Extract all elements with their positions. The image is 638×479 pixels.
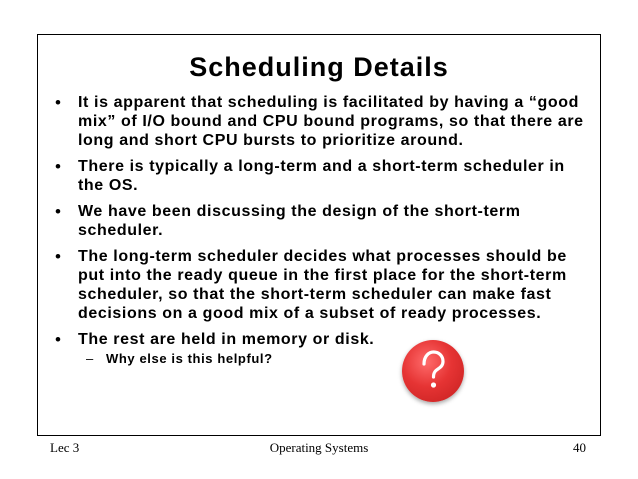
footer-lecture: Lec 3 [50, 440, 80, 455]
sub-bullet-item [50, 351, 590, 367]
bullet-item [50, 330, 590, 349]
slide-title: Scheduling Details [189, 52, 449, 82]
question-mark-icon[interactable] [402, 340, 464, 402]
bullet-item [50, 157, 590, 195]
bullet-item [50, 93, 590, 150]
bullet-text: There is typically a long-term and a short-term scheduler in the OS. [78, 158, 565, 194]
bullet-text: It is apparent that scheduling is facilitated by having a “good mix” of I/O bound and CPU bound programs, so that there are long and short CPU bursts to prioritize around. [78, 94, 584, 149]
bullet-marker: • [55, 157, 62, 176]
question-mark-glyph [402, 340, 464, 402]
footer-page-number: 40 [573, 440, 586, 455]
bullet-marker: • [55, 247, 62, 266]
bullet-text: The long-term scheduler decides what processes should be put into the ready queue in the first place for the short-term scheduler, so that the short-term scheduler can make fast decisions on a good mix of a subset of ready processes. [78, 248, 567, 322]
bullet-marker: • [55, 202, 62, 221]
footer-course: Operating Systems [269, 440, 369, 455]
bullet-item [50, 202, 590, 240]
bullet-text: We have been discussing the design of the short-term scheduler. [78, 203, 521, 239]
bullet-list [50, 93, 590, 367]
bullet-marker: • [55, 93, 62, 112]
sub-bullet-text: Why else is this helpful? [106, 351, 273, 366]
sub-bullet-marker: – [86, 351, 94, 366]
bullet-item [50, 247, 590, 323]
bullet-text: The rest are held in memory or disk. [78, 331, 375, 348]
bullet-marker: • [55, 330, 62, 349]
